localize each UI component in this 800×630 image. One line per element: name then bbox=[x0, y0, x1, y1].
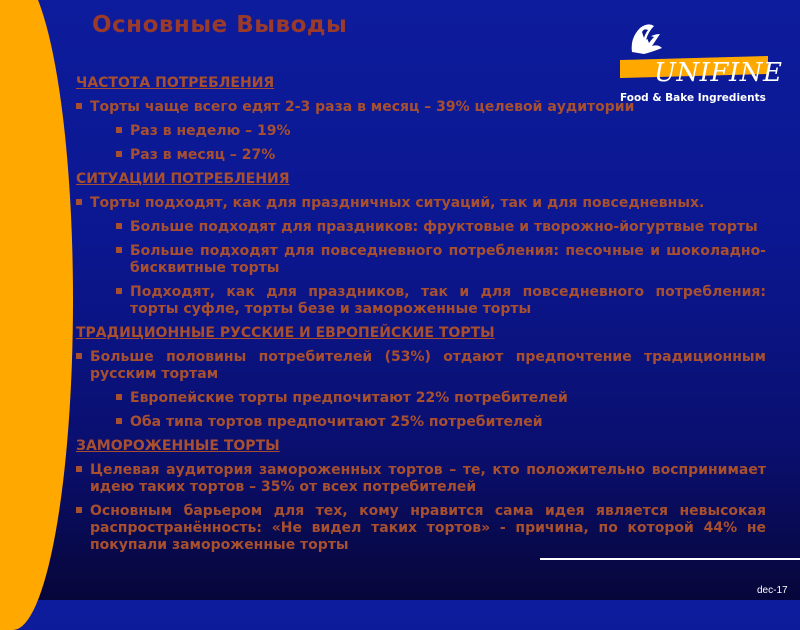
sub-bullet-item bbox=[76, 219, 766, 236]
square-bullet-icon bbox=[116, 127, 122, 133]
sub-bullet-item bbox=[76, 123, 766, 140]
section-heading: СИТУАЦИИ ПОТРЕБЛЕНИЯ bbox=[76, 171, 290, 187]
square-bullet-icon bbox=[76, 353, 82, 359]
bullet-item bbox=[76, 349, 766, 383]
bullet-text: Больше подходят для повседневного потребления: песочные и шоколадно-бисквитные торты bbox=[130, 243, 766, 276]
sub-bullet-item bbox=[76, 284, 766, 318]
square-bullet-icon bbox=[116, 151, 122, 157]
bullet-text: Европейские торты предпочитают 22% потребителей bbox=[130, 390, 568, 406]
sub-bullet-item bbox=[76, 414, 766, 431]
square-bullet-icon bbox=[76, 199, 82, 205]
section-heading: ЗАМОРОЖЕННЫЕ ТОРТЫ bbox=[76, 438, 280, 454]
slide-title: Основные Выводы bbox=[92, 12, 348, 38]
section-heading: ТРАДИЦИОННЫЕ РУССКИЕ И ЕВРОПЕЙСКИЕ ТОРТЫ bbox=[76, 325, 495, 341]
square-bullet-icon bbox=[76, 466, 82, 472]
bullet-item bbox=[76, 462, 766, 496]
bullet-text: Основным барьером для тех, кому нравится сама идея является невысокая распространённость: «Не видел таких тортов» - причина, по которой 44% не покупали замороженные торты bbox=[90, 503, 766, 553]
bullet-text: Оба типа тортов предпочитают 25% потребителей bbox=[130, 414, 543, 430]
bullet-text: Торты чаще всего едят 2-3 раза в месяц – 39% целевой аудитории bbox=[90, 99, 635, 115]
bullet-text: Торты подходят, как для праздничных ситуаций, так и для повседневных. bbox=[90, 195, 705, 211]
bullet-text: Целевая аудитория замороженных тортов – те, кто положительно воспринимает идею таких тортов – 35% от всех потребителей bbox=[90, 462, 766, 495]
square-bullet-icon bbox=[116, 223, 122, 229]
bullet-item bbox=[76, 503, 766, 554]
bullet-text: Раз в месяц – 27% bbox=[130, 147, 276, 163]
page-label: dec-17 bbox=[757, 585, 788, 596]
slide-content bbox=[76, 75, 766, 561]
section-heading: ЧАСТОТА ПОТРЕБЛЕНИЯ bbox=[76, 75, 275, 91]
bullet-item bbox=[76, 99, 766, 116]
bullet-text: Раз в неделю – 19% bbox=[130, 123, 291, 139]
bullet-text: Больше подходят для праздников: фруктовые и творожно-йогуртвые торты bbox=[130, 219, 758, 235]
bullet-text: Больше половины потребителей (53%) отдают предпочтение традиционным русским тортам bbox=[90, 349, 766, 382]
square-bullet-icon bbox=[116, 247, 122, 253]
orange-side-bar bbox=[0, 0, 73, 630]
square-bullet-icon bbox=[116, 418, 122, 424]
sub-bullet-item bbox=[76, 243, 766, 277]
sub-bullet-item bbox=[76, 390, 766, 407]
logo-wordmark: UNIFINE bbox=[654, 58, 783, 88]
sub-bullet-item bbox=[76, 147, 766, 164]
square-bullet-icon bbox=[76, 103, 82, 109]
logo-subtitle: Food & Bake Ingredients bbox=[620, 92, 766, 104]
square-bullet-icon bbox=[76, 507, 82, 513]
divider-line bbox=[540, 558, 800, 560]
bullet-text: Подходят, как для праздников, так и для повседневного потребления: торты суфле, торты безе и замороженные торты bbox=[130, 284, 766, 317]
square-bullet-icon bbox=[116, 288, 122, 294]
square-bullet-icon bbox=[116, 394, 122, 400]
bullet-item bbox=[76, 195, 766, 212]
